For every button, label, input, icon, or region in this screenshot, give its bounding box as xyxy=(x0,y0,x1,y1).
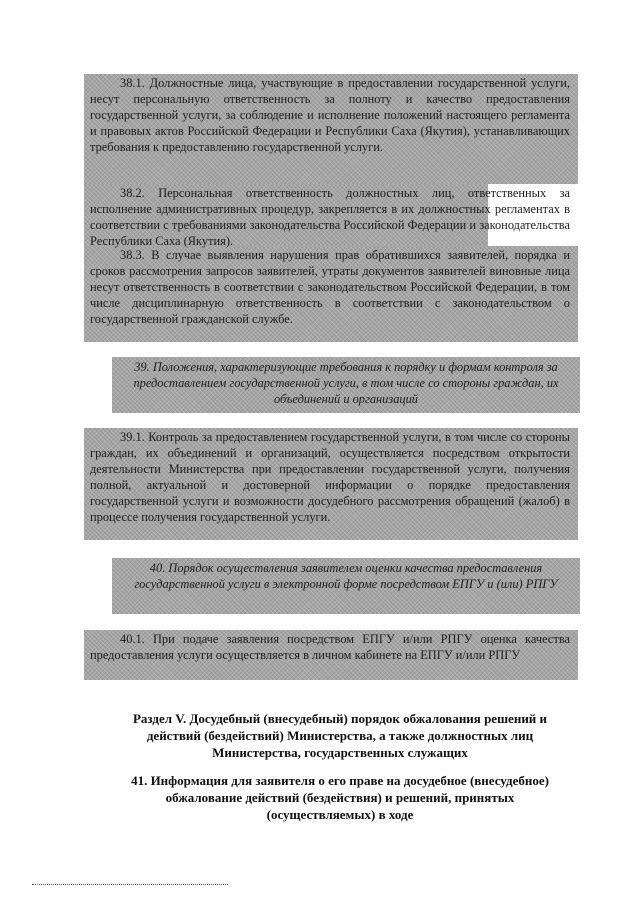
heading-41: 41. Информация для заявителя о его праве на досудебное (внесудебное) обжалование действий (бездействия) и решений, принятых (осуществляемых) в ходе xyxy=(131,773,549,822)
paragraph-38-2: 38.2. Персональная ответственность должностных лиц, ответственных за исполнение административных процедур, закрепляется в их должностных регламентах в соответствии с требованиями законодательства Российской Федерации и законодательства Республики Саха (Якутия). xyxy=(90,186,570,248)
paragraph-38-1: 38.1. Должностные лица, участвующие в предоставлении государственной услуги, несут персональную ответственность за полноту и качество предоставления государственной услуги, за соблюдение и исполнение положений настоящего регламента и правовых актов Российской Федерации и Республики Саха (Якутия), устанавливающих требования к предоставлению государственной услуги. xyxy=(90,76,570,154)
section-5-heading: Раздел V. Досудебный (внесудебный) порядок обжалования решений и действий (бездействий) Министерства, а также должностных лиц Министерства, государственных служащих xyxy=(132,711,548,760)
paragraph-39-1: 39.1. Контроль за предоставлением государственной услуги, в том числе со стороны граждан, их объединений и организаций, осуществляется посредством открытости деятельности Министерства при предоставлении государственной услуги, получения полной, актуальной и достоверной информации о порядке предоставления государственной услуги и возможности досудебного рассмотрения обращений (жалоб) в процессе получения государственной услуги. xyxy=(90,430,570,524)
subheading-40: 40. Порядок осуществления заявителем оценки качества предоставления государственной услуги в электронной форме посредством ЕПГУ и (или) РПГУ xyxy=(134,561,558,591)
footnote-divider xyxy=(32,884,228,885)
paragraph-40-1: 40.1. При подаче заявления посредством ЕПГУ и/или РПГУ оценка качества предоставления услуги осуществляется в личном кабинете на ЕПГУ и/или РПГУ xyxy=(90,632,570,662)
subheading-39: 39. Положения, характеризующие требования к порядку и формам контроля за предоставлением государственной услуги, в том числе со стороны граждан, их объединений и организаций xyxy=(133,360,559,406)
paragraph-38-3: 38.3. В случае выявления нарушения прав обратившихся заявителей, порядка и сроков рассмотрения запросов заявителей, утраты документов заявителей виновные лица несут ответственность в соответствии с законодательством Российской Федерации, в том числе дисциплинарную ответственность в соответствии с законодательством о государственной гражданской службе. xyxy=(90,248,570,326)
